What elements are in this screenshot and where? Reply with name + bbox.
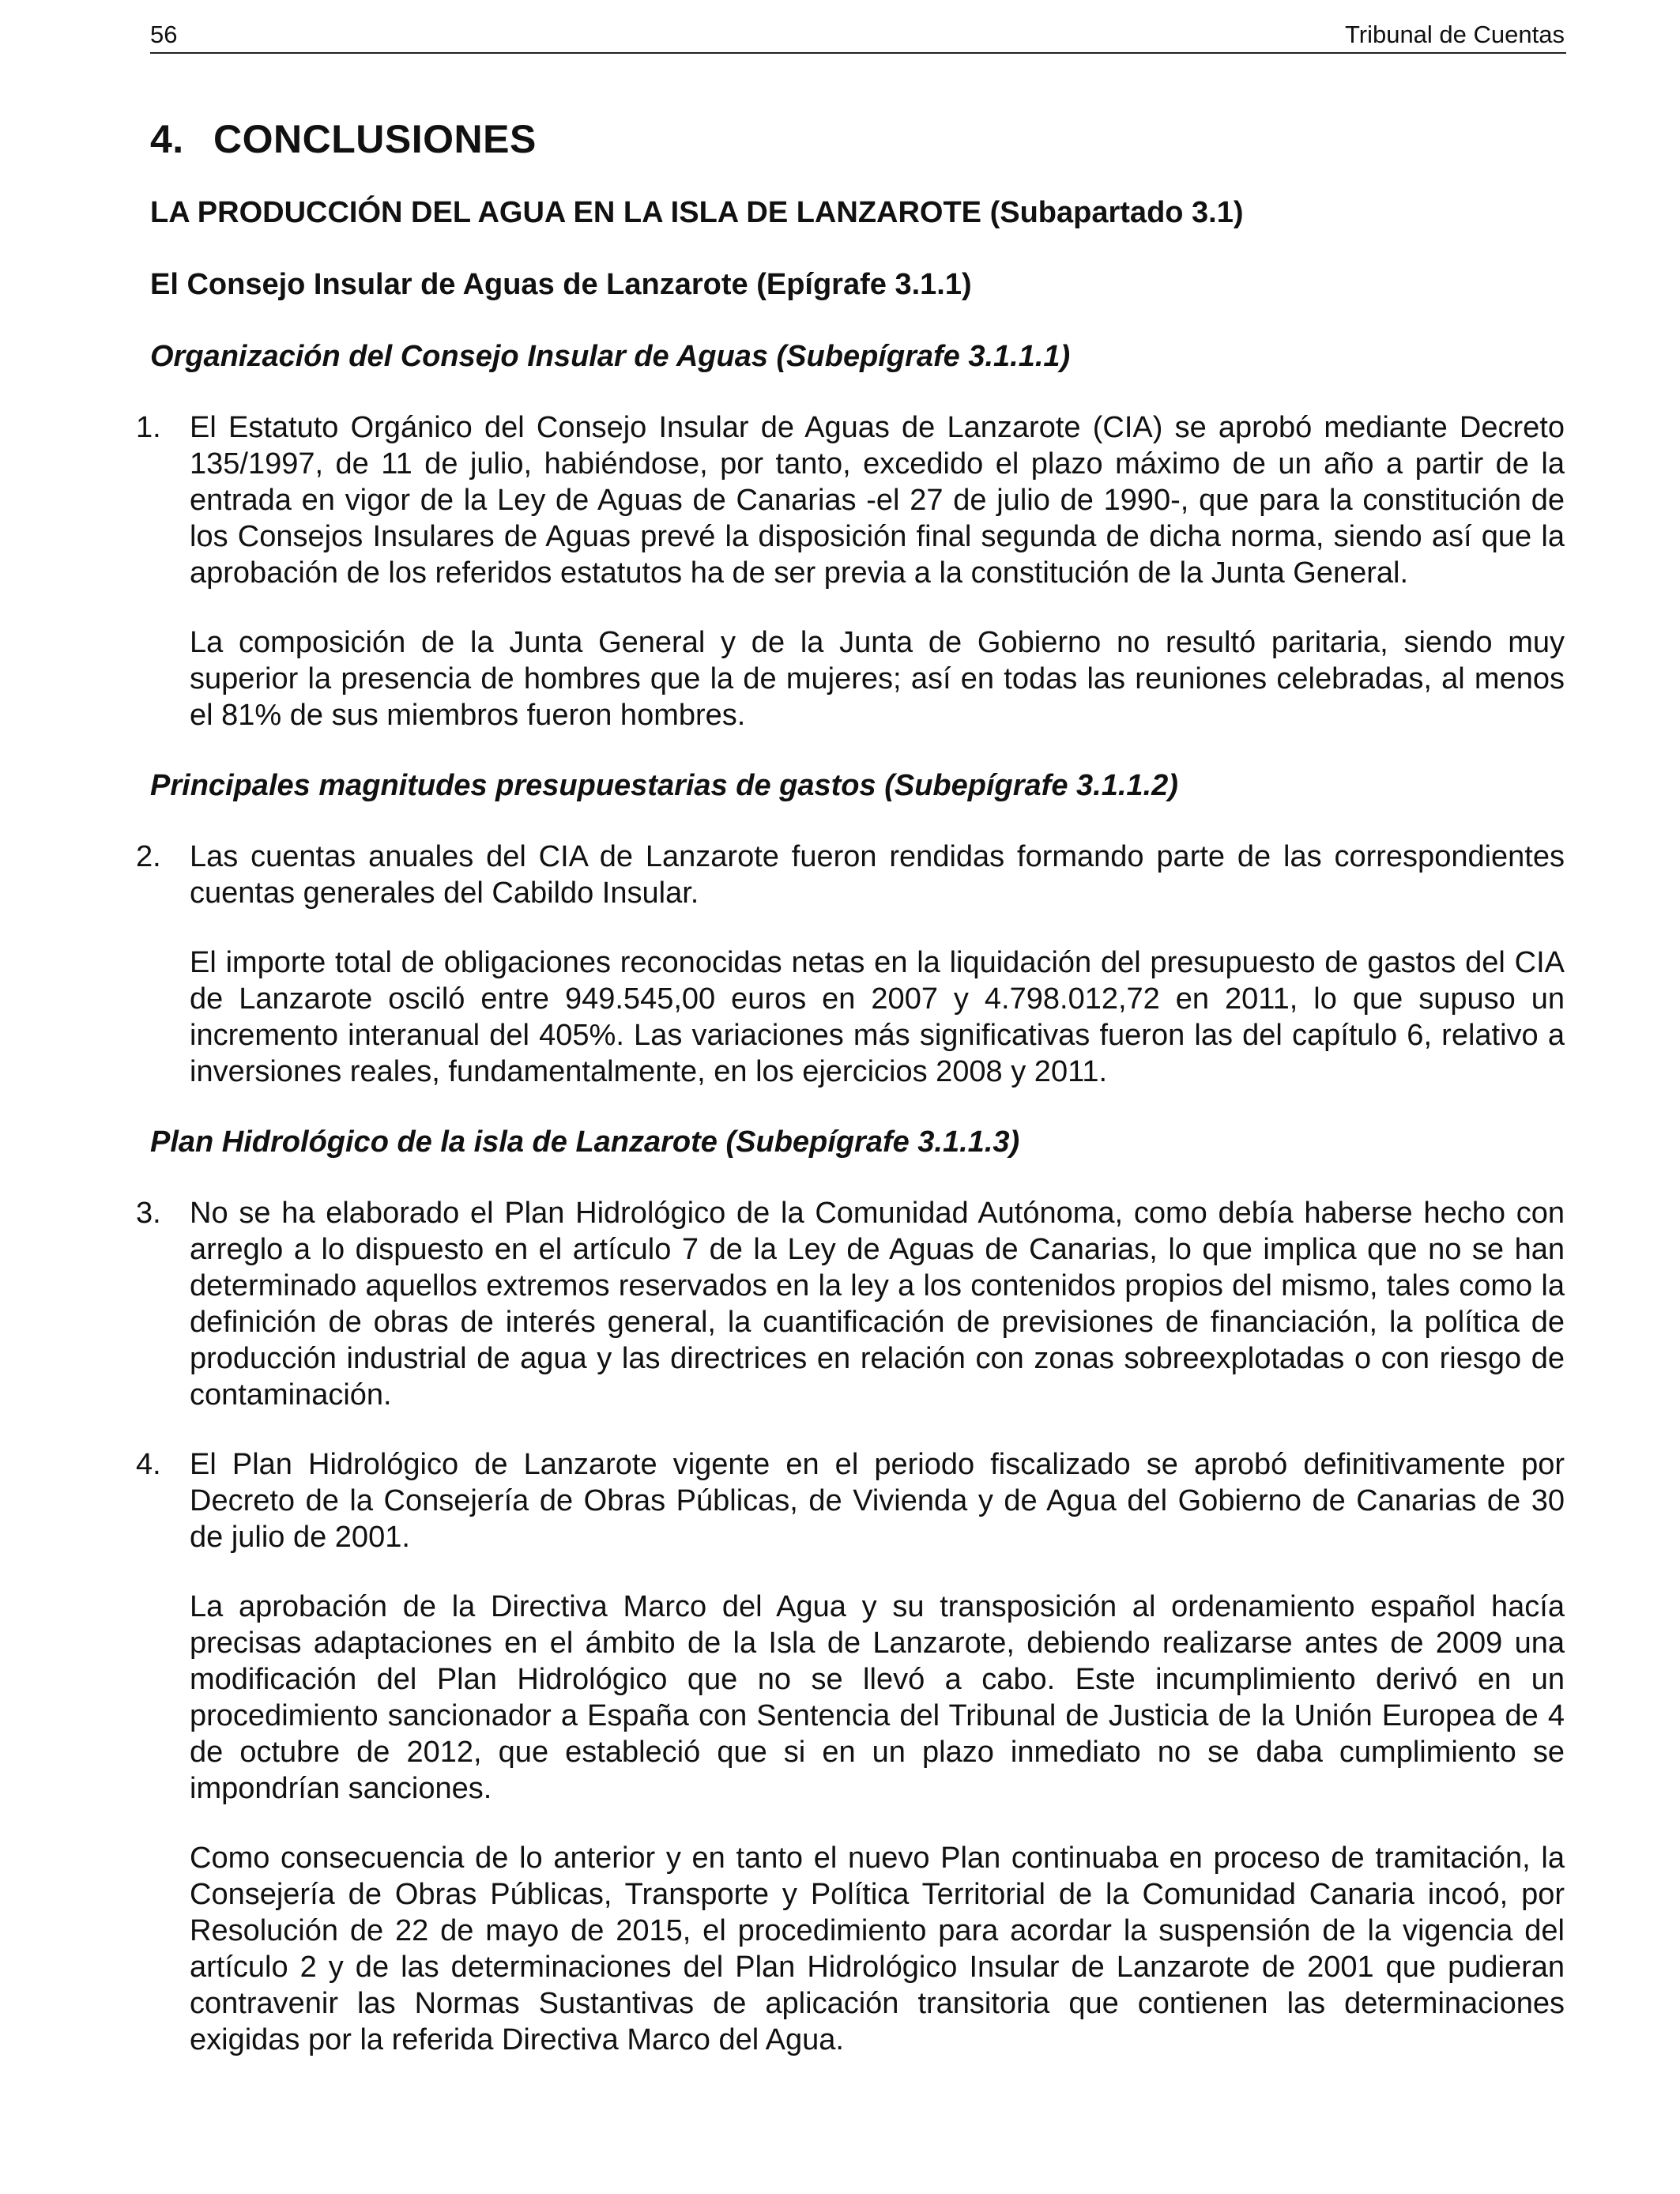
paragraph: El Plan Hidrológico de Lanzarote vigente en el periodo fiscalizado se aprobó definitivamente por Decreto de la Consejería de Obras Públicas, de Vivienda y de Agua del Gobierno de Canarias de 30 de julio de 2001. xyxy=(190,1448,1565,1554)
item-number: 3. xyxy=(136,1197,161,1230)
conclusion-item-3 xyxy=(136,1195,1565,1413)
header-title: Tribunal de Cuentas xyxy=(1344,21,1565,48)
paragraph: El Estatuto Orgánico del Consejo Insular de Aguas de Lanzarote (CIA) se aprobó mediante Decreto 135/1997, de 11 de julio, habiéndose, por tanto, excedido el plazo máximo de un año a partir de la entrada en vigor de la Ley de Aguas de Canarias -el 27 de julio de 1990-, que para la constitución de los Consejos Insulares de Aguas prevé la disposición final segunda de dicha norma, siendo así que la aprobación de los referidos estatutos ha de ser previa a la constitución de la Junta General. xyxy=(190,411,1565,590)
conclusion-item-2 xyxy=(136,839,1565,1090)
paragraph: No se ha elaborado el Plan Hidrológico de la Comunidad Autónoma, como debía haberse hecho con arreglo a lo dispuesto en el artículo 7 de la Ley de Aguas de Canarias, lo que implica que no se han determinado aquellos extremos reservados en la ley a los contenidos propios del mismo, tales como la definición de obras de interés general, la cuantificación de previsiones de financiación, la política de producción industrial de agua y las directrices en relación con zonas sobreexplotadas o con riesgo de contaminación. xyxy=(190,1197,1565,1412)
section-title-text: CONCLUSIONES xyxy=(213,117,537,161)
item-number: 1. xyxy=(136,411,161,444)
section-title xyxy=(150,113,1565,165)
subepigrafe-plan-heading: Plan Hidrológico de la isla de Lanzarote (Subepígrafe 3.1.1.3) xyxy=(150,1125,1020,1159)
subepigrafe-magnitudes-heading: Principales magnitudes presupuestarias de gastos (Subepígrafe 3.1.1.2) xyxy=(150,769,1178,802)
document-body xyxy=(136,113,1565,2091)
paragraph: Como consecuencia de lo anterior y en tanto el nuevo Plan continuaba en proceso de tramitación, la Consejería de Obras Públicas, Transporte y Política Territorial de la Comunidad Canaria incoó, por Resolución de 22 de mayo de 2015, el procedimiento para acordar la suspensión de la vigencia del artículo 2 y de las determinaciones del Plan Hidrológico Insular de Lanzarote de 2001 que pudieran contravenir las Normas Sustantivas de aplicación transitoria que contienen las determinaciones exigidas por la referida Directiva Marco del Agua. xyxy=(190,1842,1565,2056)
page-header xyxy=(150,17,1566,54)
subapartado-heading: LA PRODUCCIÓN DEL AGUA EN LA ISLA DE LANZAROTE (Subapartado 3.1) xyxy=(150,196,1244,229)
paragraph: Las cuentas anuales del CIA de Lanzarote fueron rendidas formando parte de las correspondientes cuentas generales del Cabildo Insular. xyxy=(190,840,1565,910)
section-number: 4. xyxy=(150,117,184,161)
epigrafe-heading: El Consejo Insular de Aguas de Lanzarote (Epígrafe 3.1.1) xyxy=(150,268,972,301)
paragraph: El importe total de obligaciones reconocidas netas en la liquidación del presupuesto de gastos del CIA de Lanzarote osciló entre 949.545,00 euros en 2007 y 4.798.012,72 en 2011, lo que supuso un incremento interanual del 405%. Las variaciones más significativas fueron las del capítulo 6, relativo a inversiones reales, fundamentalmente, en los ejercicios 2008 y 2011. xyxy=(190,946,1565,1088)
page-number: 56 xyxy=(150,21,178,48)
subepigrafe-organizacion-heading: Organización del Consejo Insular de Aguas (Subepígrafe 3.1.1.1) xyxy=(150,340,1071,373)
item-number: 2. xyxy=(136,840,161,873)
item-number: 4. xyxy=(136,1448,161,1481)
paragraph: La aprobación de la Directiva Marco del Agua y su transposición al ordenamiento español hacía precisas adaptaciones en el ámbito de la Isla de Lanzarote, debiendo realizarse antes de 2009 una modificación del Plan Hidrológico que no se llevó a cabo. Este incumplimiento derivó en un procedimiento sancionador a España con Sentencia del Tribunal de Justicia de la Unión Europea de 4 de octubre de 2012, que estableció que si en un plazo inmediato no se daba cumplimiento se impondrían sanciones. xyxy=(190,1590,1565,1805)
conclusion-item-1 xyxy=(136,409,1565,733)
paragraph: La composición de la Junta General y de la Junta de Gobierno no resultó paritaria, siendo muy superior la presencia de hombres que la de mujeres; así en todas las reuniones celebradas, al menos el 81% de sus miembros fueron hombres. xyxy=(190,626,1565,732)
conclusion-item-4 xyxy=(136,1446,1565,2058)
